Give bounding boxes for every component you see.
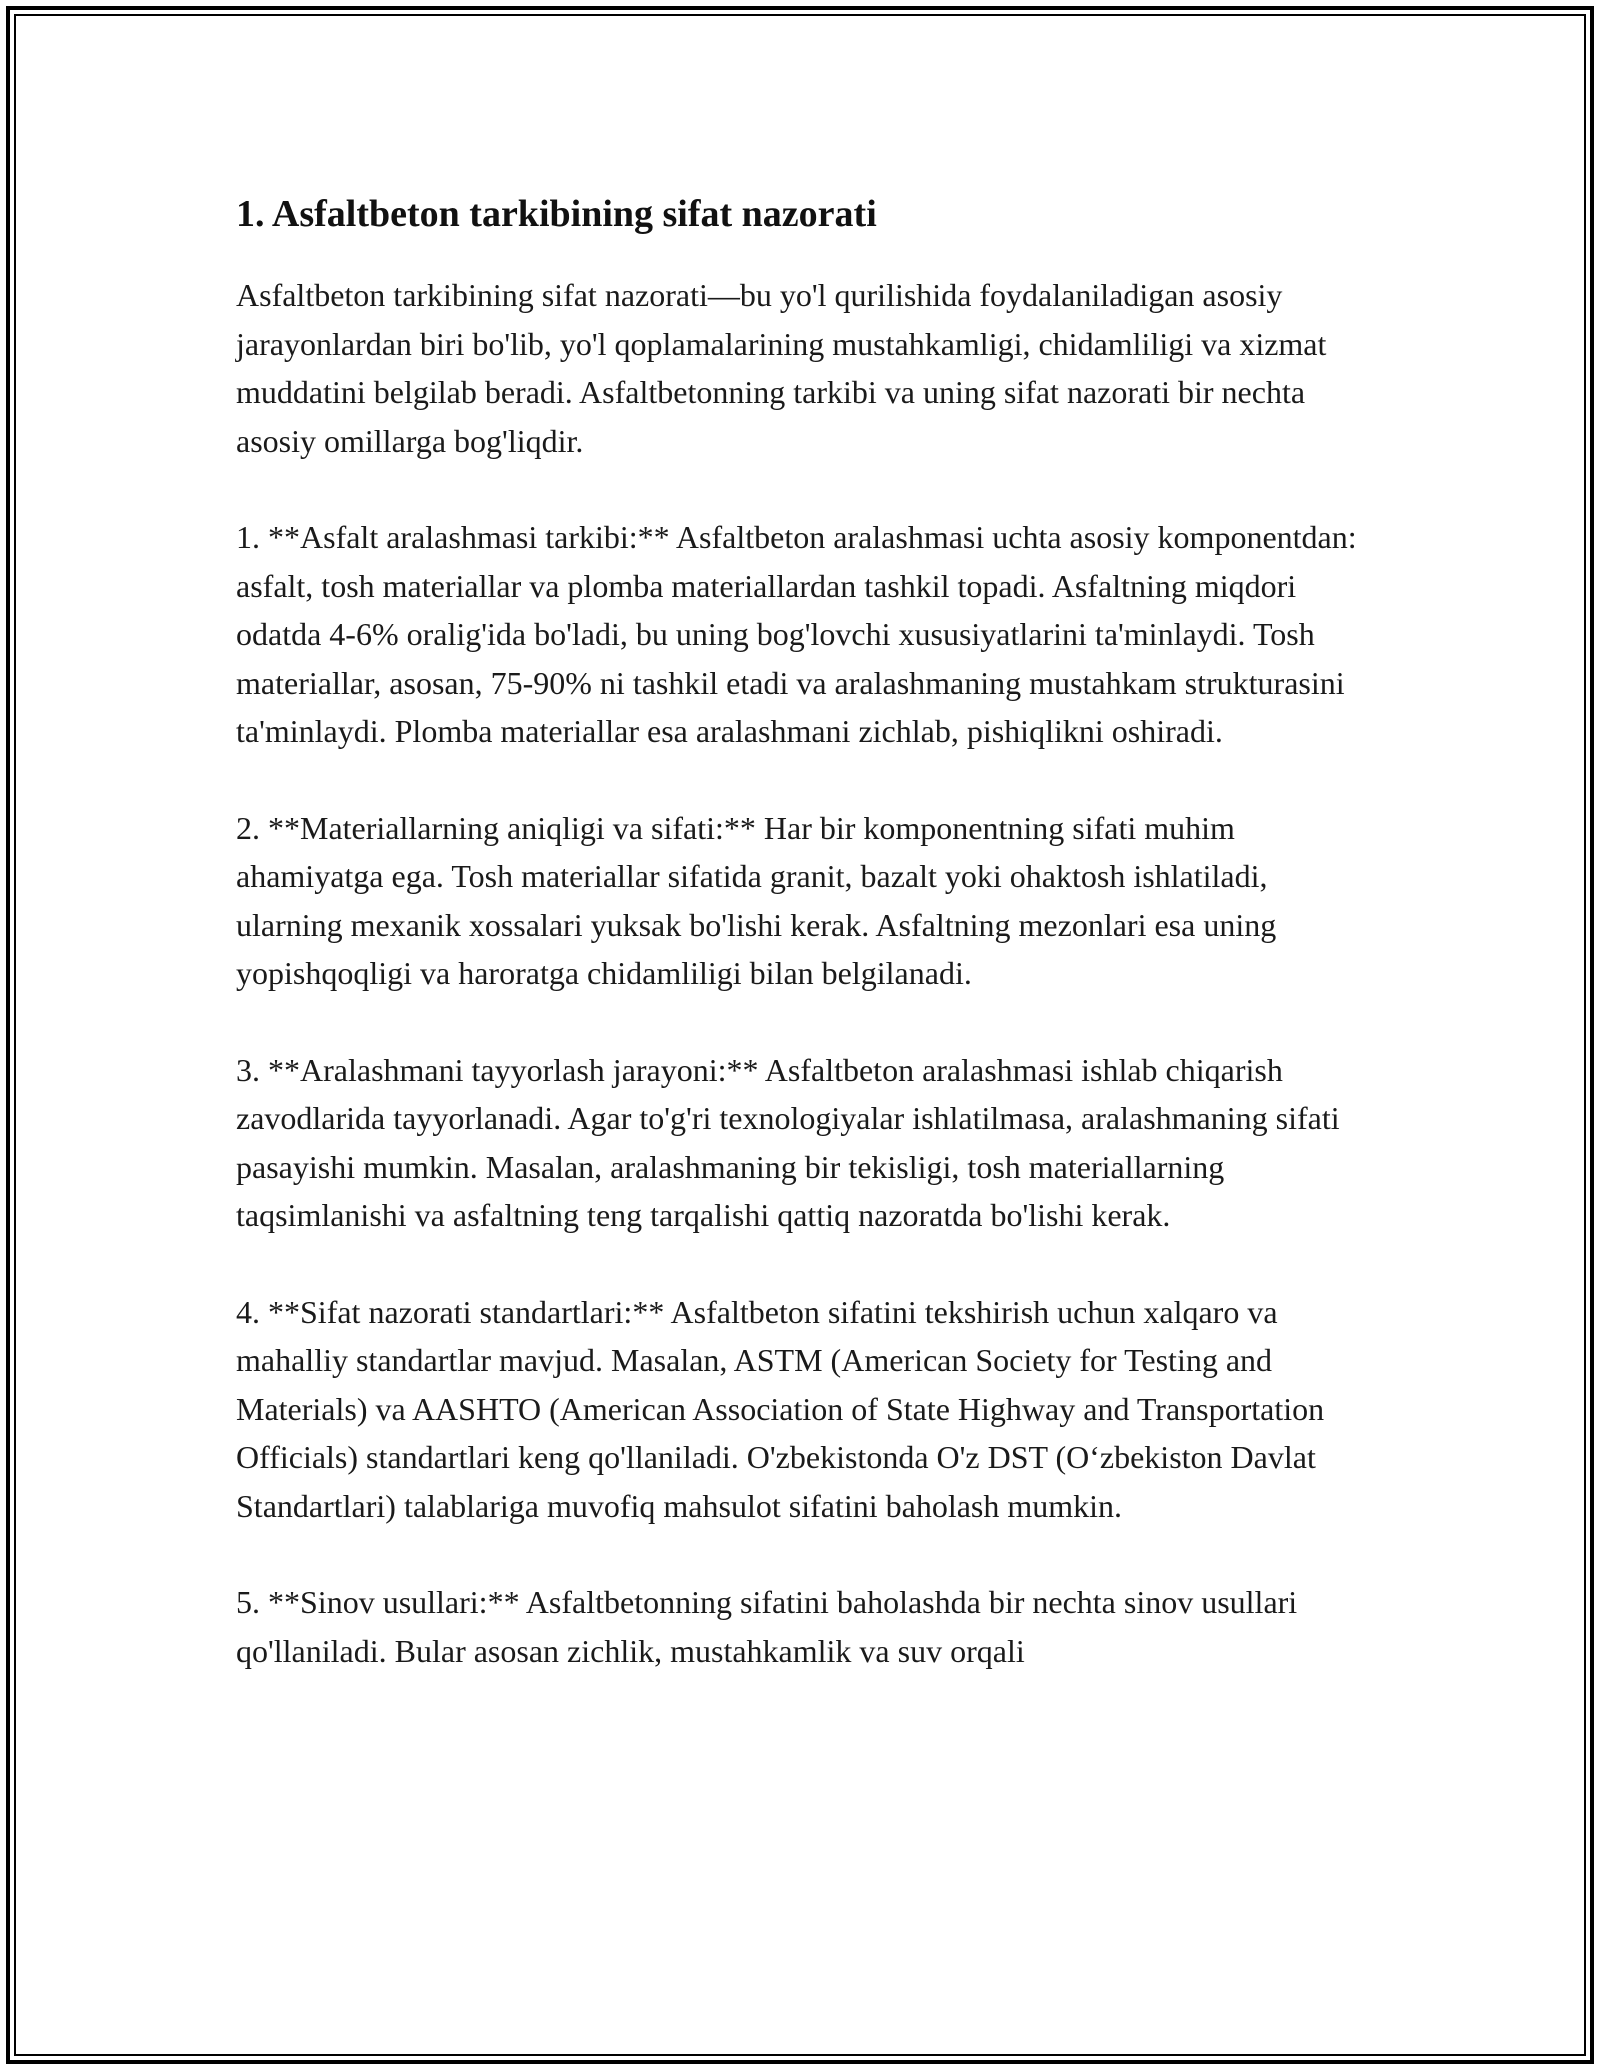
paragraph-mix-preparation: 3. **Aralashmani tayyorlash jarayoni:** Asfaltbeton aralashmasi ishlab chiqarish zavodlarida tayyorlanadi. Agar to'g'ri texnologiyalar ishlatilmasa, aralashmaning sifati pasayishi mumkin. Masalan, aralashmaning bir tekisligi, tosh materiallarning taqsimlanishi va asfaltning teng tarqalishi qattiq nazoratda bo'lishi kerak. (236, 1051, 1340, 1233)
paragraph-quality-standards: 4. **Sifat nazorati standartlari:** Asfaltbeton sifatini tekshirish uchun xalqaro va mahalliy standartlar mavjud. Masalan, ASTM (American Society for Testing and Materials) va AASHTO (American Association of State Highway and Transportation Officials) standartlari keng qo'llaniladi. O'zbekistonda O'z DST (O‘zbekiston Davlat Standartlari) talablariga muvofiq mahsulot sifatini baholash mumkin. (236, 1293, 1325, 1524)
document-title: 1. Asfaltbeton tarkibining sifat nazorati (236, 193, 877, 235)
paragraph-material-quality: 2. **Materiallarning aniqligi va sifati:** Har bir komponentning sifati muhim ahamiyatga ega. Tosh materiallar sifatida granit, bazalt yoki ohaktosh ishlatiladi, ularning mexanik xossalari yuksak bo'lishi kerak. Asfaltning mezonlari esa uning yopishqoqligi va haroratga chidamliligi bilan belgilanadi. (236, 809, 1277, 991)
paragraph-test-methods: 5. **Sinov usullari:** Asfaltbetonning sifatini baholashda bir nechta sinov usullari qo'llaniladi. Bular asosan zichlik, mustahkamlik va suv orqali (236, 1584, 1298, 1669)
document-body (236, 190, 1376, 1723)
paragraph-asphalt-mix-composition: 1. **Asfalt aralashmasi tarkibi:** Asfaltbeton aralashmasi uchta asosiy komponentdan: asfalt, tosh materiallar va plomba materiallardan tashkil topadi. Asfaltning miqdori odatda 4-6% oralig'ida bo'ladi, bu uning bog'lovchi xususiyatlarini ta'minlaydi. Tosh materiallar, asosan, 75-90% ni tashkil etadi va aralashmaning mustahkam strukturasini ta'minlaydi. Plomba materiallar esa aralashmani zichlab, pishiqlikni oshiradi. (236, 519, 1357, 749)
intro-paragraph: Asfaltbeton tarkibining sifat nazorati—bu yo'l qurilishida foydalaniladigan asosiy jarayonlardan biri bo'lib, yo'l qoplamalarining mustahkamligi, chidamliligi va xizmat muddatini belgilab beradi. Asfaltbetonning tarkibi va uning sifat nazorati bir nechta asosiy omillarga bog'liqdir. (236, 277, 1327, 459)
